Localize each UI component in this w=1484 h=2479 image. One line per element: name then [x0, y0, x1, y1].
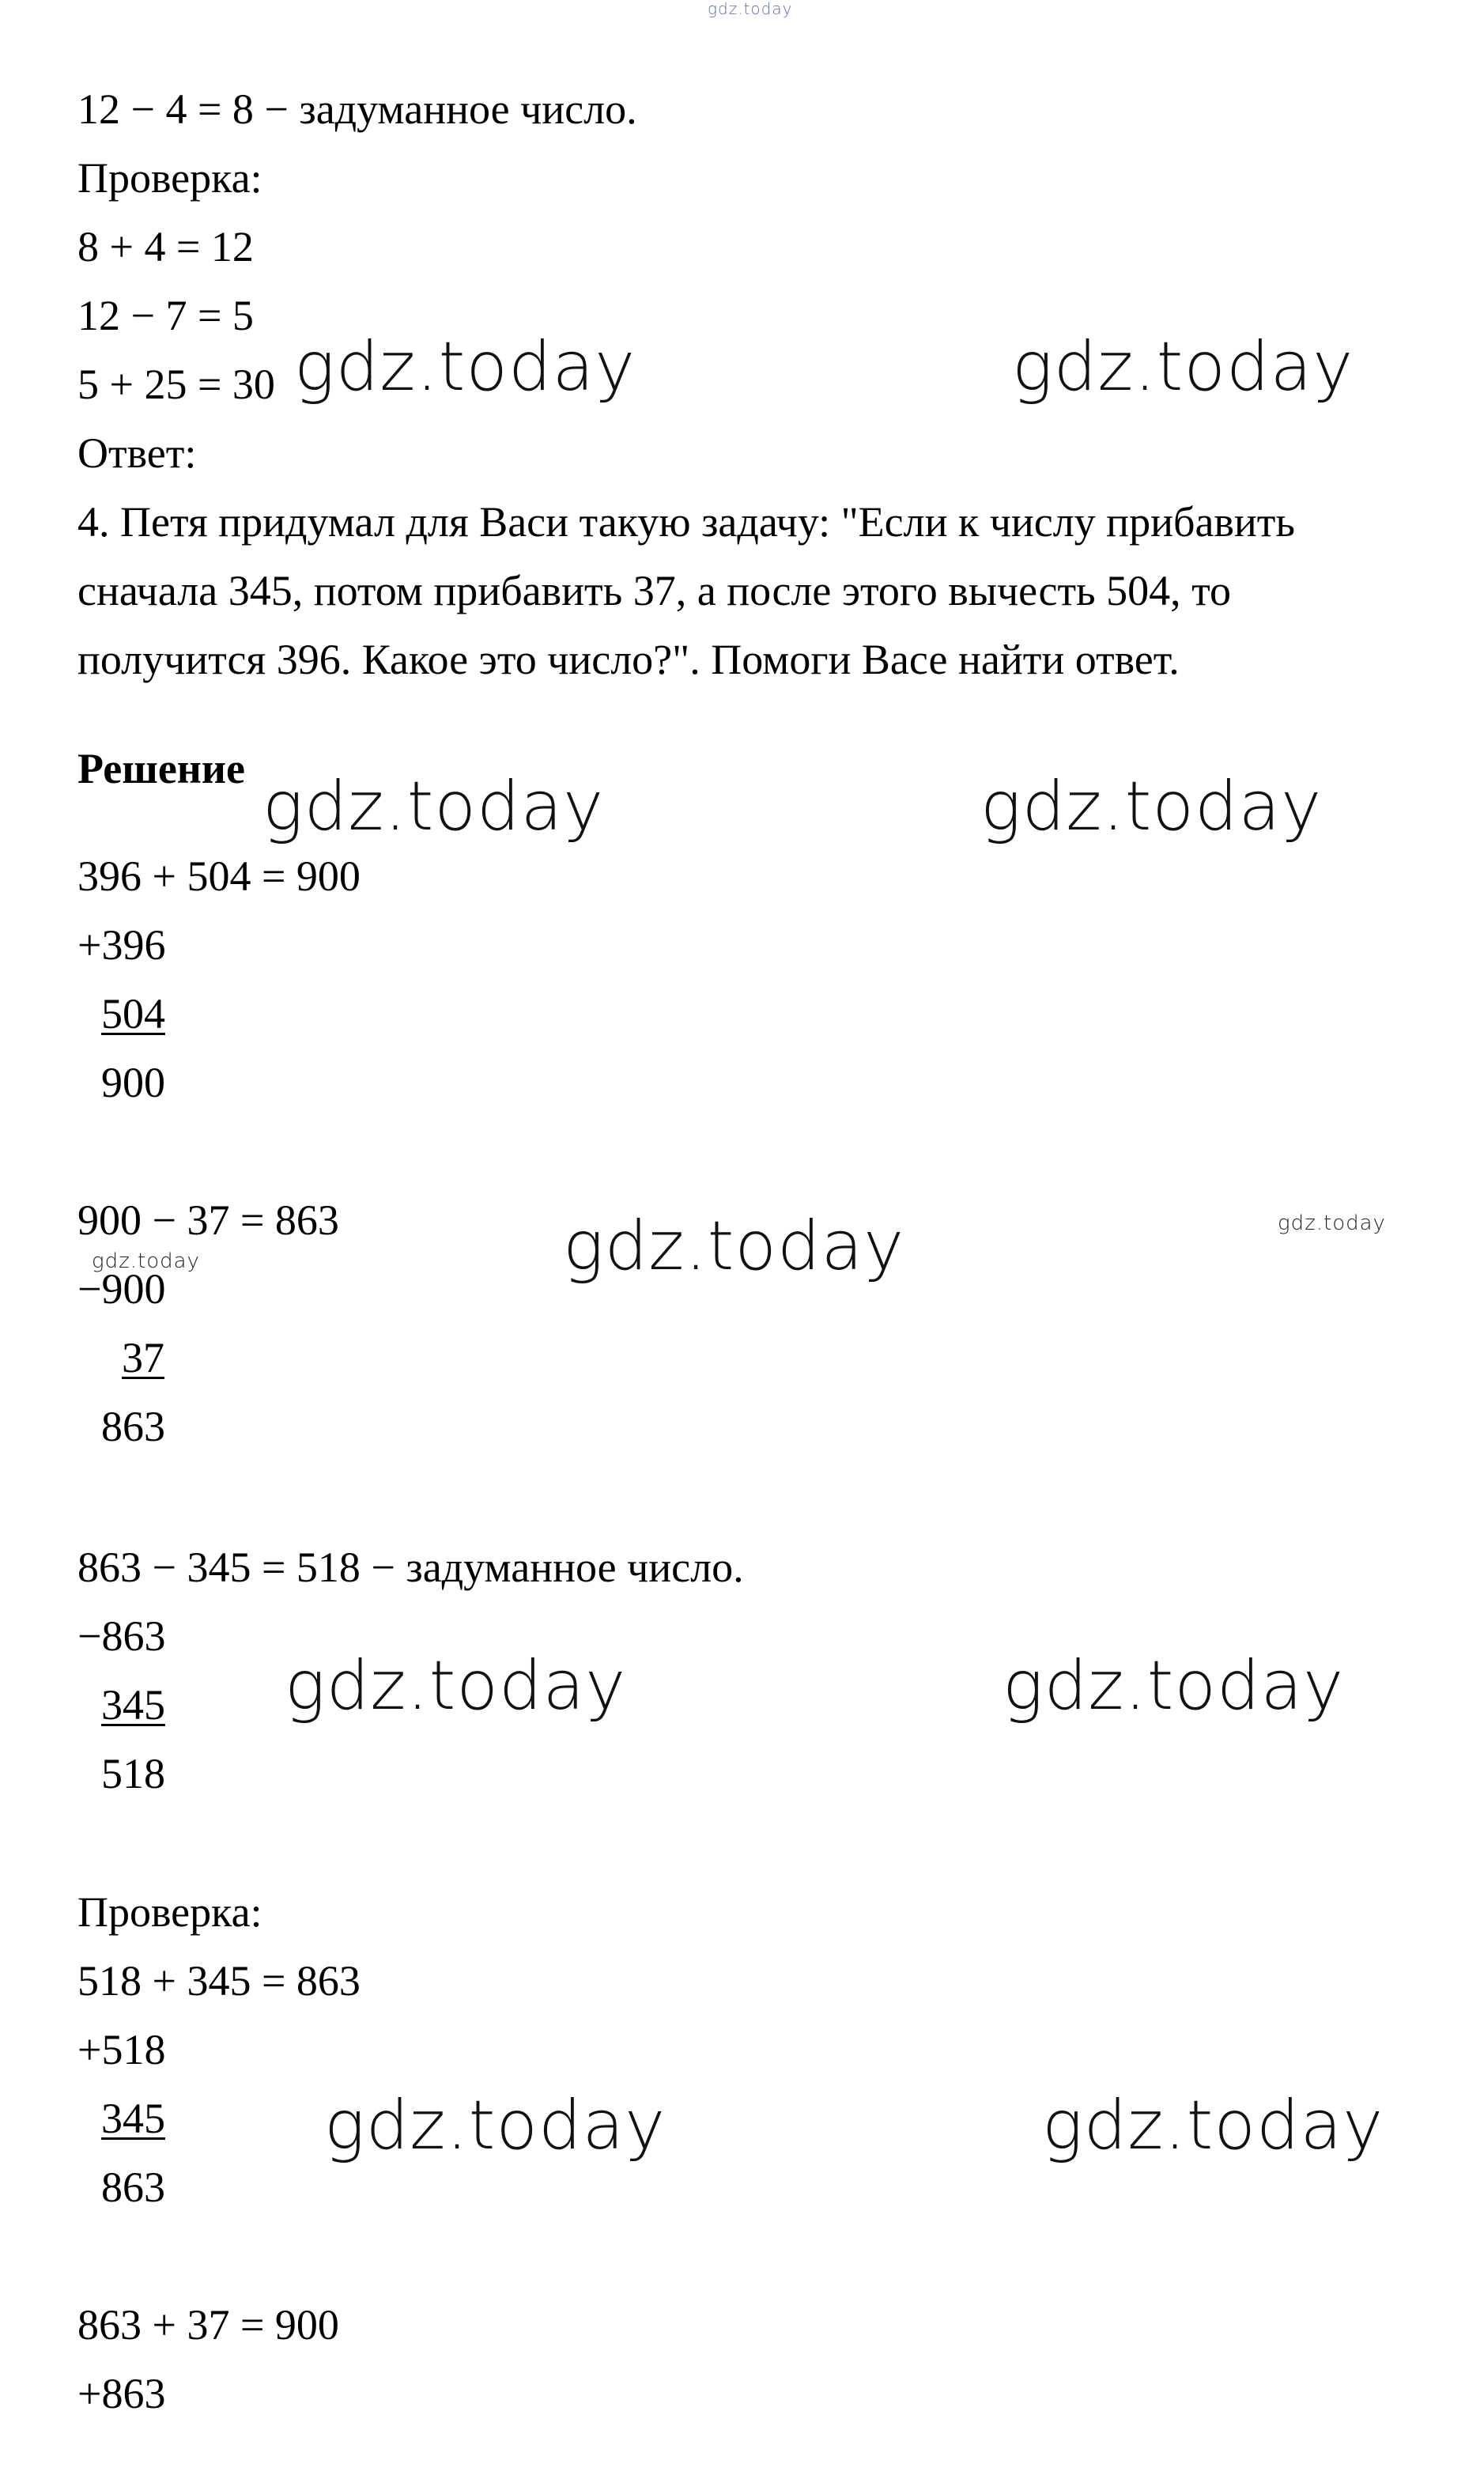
- check1-equation: 518 + 345 = 863: [77, 1957, 361, 2005]
- check2-equation: 863 + 37 = 900: [77, 2301, 339, 2349]
- part1-check-label: Проверка:: [77, 154, 262, 202]
- check-label: Проверка:: [77, 1888, 262, 1936]
- step3-second-operand: 345: [101, 1681, 165, 1729]
- watermark: gdz.today: [1012, 327, 1354, 406]
- part1-answer-label: Ответ:: [77, 429, 197, 477]
- part1-check1: 8 + 4 = 12: [77, 223, 254, 270]
- step1-result: 900: [101, 1059, 165, 1106]
- step1-equation: 396 + 504 = 900: [77, 852, 361, 900]
- step3-equation: 863 − 345 = 518 − задуманное число.: [77, 1544, 744, 1591]
- step2-equation: 900 − 37 = 863: [77, 1196, 339, 1244]
- step2-op-line: −900: [77, 1265, 166, 1313]
- task4-line3: получится 396. Какое это число?". Помоги Васе найти ответ.: [77, 636, 1180, 683]
- watermark: gdz.today: [285, 1646, 627, 1725]
- part1-check3: 5 + 25 = 30: [77, 361, 275, 408]
- watermark: gdz.today: [324, 2086, 666, 2165]
- watermark: gdz.today: [1278, 1211, 1386, 1235]
- watermark: gdz.today: [1042, 2086, 1384, 2165]
- check1-second-operand: 345: [101, 2095, 165, 2142]
- step3-result: 518: [101, 1750, 165, 1797]
- watermark: gdz.today: [980, 767, 1323, 846]
- watermark: gdz.today: [563, 1207, 905, 1286]
- step1-second-operand: 504: [101, 990, 165, 1037]
- task4-line1: 4. Петя придумал для Васи такую задачу: "Если к числу прибавить: [77, 498, 1296, 546]
- watermark: gdz.today: [1003, 1646, 1345, 1725]
- step1-op-line: +396: [77, 921, 166, 969]
- step3-op-line: −863: [77, 1612, 166, 1660]
- task4-line2: сначала 345, потом прибавить 37, а после этого вычесть 504, то: [77, 567, 1232, 614]
- watermark: gdz.today: [92, 1249, 200, 1273]
- check1-op-line: +518: [77, 2026, 166, 2073]
- watermark: gdz.today: [294, 327, 636, 406]
- check1-result: 863: [101, 2163, 165, 2211]
- part1-line1: 12 − 4 = 8 − задуманное число.: [77, 85, 637, 133]
- part1-check2: 12 − 7 = 5: [77, 292, 254, 339]
- step2-result: 863: [101, 1403, 165, 1450]
- solution-heading: Решение: [77, 745, 245, 792]
- top-watermark: gdz.today: [708, 0, 793, 18]
- check2-op-line: +863: [77, 2370, 166, 2417]
- watermark: gdz.today: [262, 767, 605, 846]
- step2-second-operand: 37: [122, 1334, 164, 1381]
